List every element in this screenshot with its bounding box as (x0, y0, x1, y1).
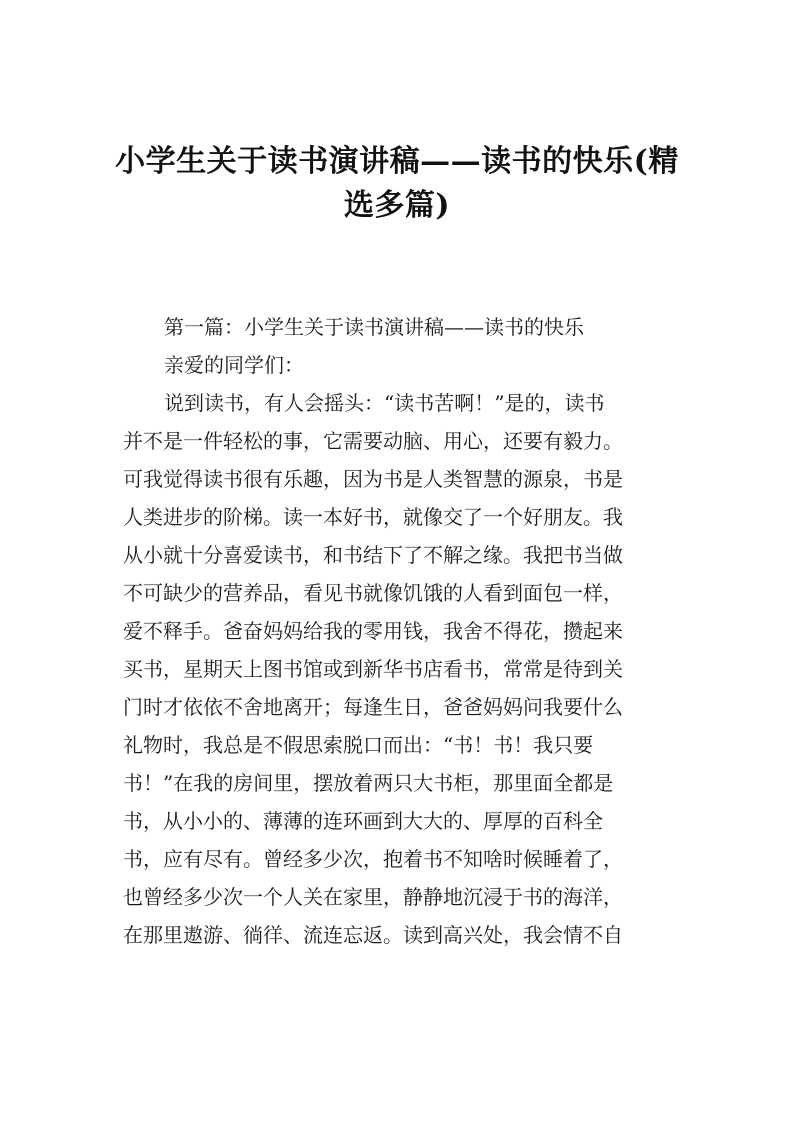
paragraph-line: 书，从小小的、薄薄的连环画到大大的、厚厚的百科全 (123, 809, 603, 833)
paragraph-line: 礼物时，我总是不假思索脱口而出：“书！书！我只要 (123, 733, 594, 757)
paragraph-line: 人类进步的阶梯。读一本好书，就像交了一个好朋友。我 (123, 505, 623, 529)
section-heading: 第一篇：小学生关于读书演讲稿——读书的快乐 (164, 315, 584, 339)
paragraph-line: 不可缺少的营养品，看见书就像饥饿的人看到面包一样， (123, 581, 623, 605)
paragraph-line: 从小就十分喜爱读书，和书结下了不解之缘。我把书当做 (123, 543, 623, 567)
paragraph-line: 爱不释手。爸奋妈妈给我的零用钱，我舍不得花，攒起来 (123, 619, 623, 643)
paragraph-line: 也曾经多少次一个人关在家里，静静地沉浸于书的海洋， (123, 885, 623, 909)
paragraph-line: 书，应有尽有。曾经多少次，抱着书不知啥时候睡着了， (123, 847, 623, 871)
title-line-2: 选多篇) (343, 188, 451, 223)
greeting: 亲爱的同学们： (164, 353, 304, 377)
document-body (123, 308, 663, 954)
document-title (100, 140, 694, 228)
paragraph-line: 说到读书，有人会摇头：“读书苦啊！”是的，读书 (164, 391, 605, 415)
paragraph-line: 在那里遨游、徜徉、流连忘返。读到高兴处，我会情不自 (123, 923, 623, 947)
paragraph-line: 可我觉得读书很有乐趣，因为书是人类智慧的源泉，书是 (123, 467, 623, 491)
paragraph-line: 书！”在我的房间里，摆放着两只大书柜，那里面全都是 (123, 771, 614, 795)
paragraph-line: 买书，星期天上图书馆或到新华书店看书，常常是待到关 (123, 657, 623, 681)
title-line-1: 小学生关于读书演讲稿——读书的快乐(精 (115, 144, 679, 179)
paragraph-line: 门时才依依不舍地离开；每逢生日，爸爸妈妈问我要什么 (123, 695, 623, 719)
paragraph-line: 并不是一件轻松的事，它需要动脑、用心，还要有毅力。 (123, 429, 623, 453)
